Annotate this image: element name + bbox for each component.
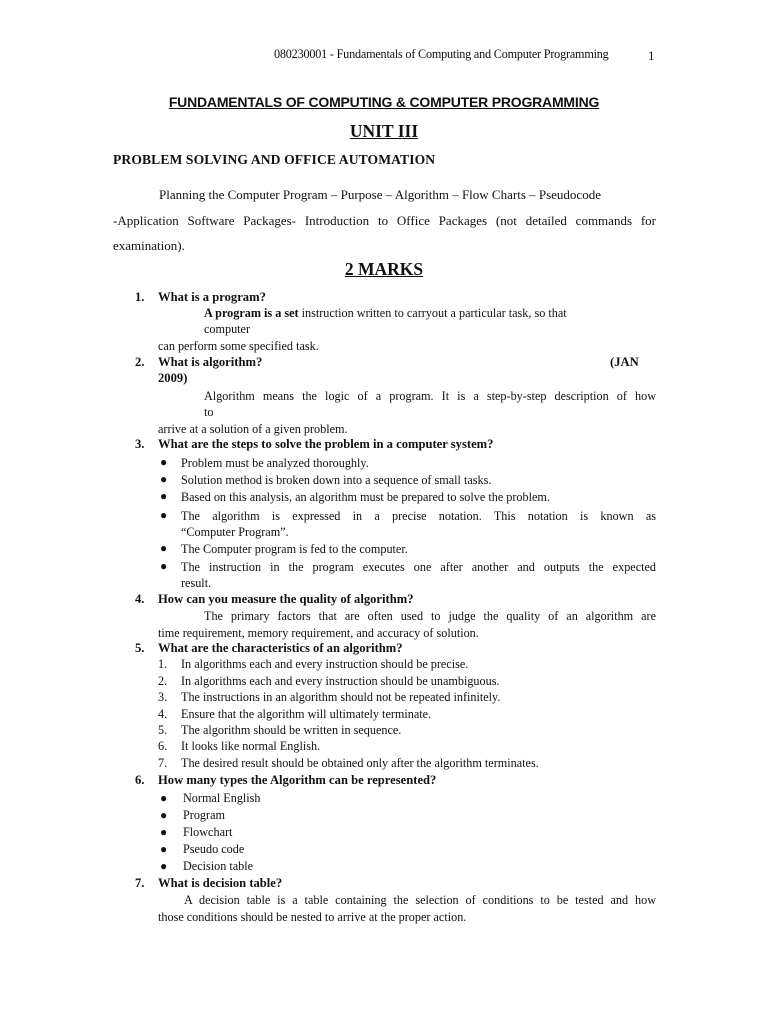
list-item: Pseudo code (183, 842, 245, 856)
item-number: 4. (158, 707, 168, 721)
intro-paragraph (113, 182, 656, 259)
bullet-icon: ● (160, 842, 168, 856)
unit-heading: UNIT III (349, 121, 419, 141)
item-number: 6. (158, 739, 168, 753)
list-item: Decision table (183, 859, 254, 873)
list-item: Based on this analysis, an algorithm must be prepared to solve the problem. (181, 490, 550, 504)
answer-bold-lead: A program is a set (204, 306, 299, 320)
list-item: In algorithms each and every instruction should be precise. (181, 657, 469, 671)
answer-line: to (204, 405, 214, 419)
question-text: What are the steps to solve the problem in a computer system? (158, 437, 494, 451)
list-item-continued: “Computer Program”. (181, 525, 289, 539)
intro-line-2: -Application Software Packages- Introduction to Office Packages (not detailed commands for (113, 212, 656, 228)
question-text: How can you measure the quality of algorithm? (158, 592, 414, 606)
question-number: 1. (135, 290, 145, 304)
section-title: PROBLEM SOLVING AND OFFICE AUTOMATION (113, 152, 436, 167)
question-text: What is a program? (158, 290, 266, 304)
bullet-icon: ● (160, 541, 168, 555)
running-header: 080230001 - Fundamentals of Computing and Computer Programming (274, 47, 609, 61)
list-item: In algorithms each and every instruction should be unambiguous. (181, 674, 500, 688)
answer-text: instruction written to carryout a particular task, so that (298, 306, 567, 320)
intro-line-1 (113, 182, 656, 208)
answer-line: those conditions should be nested to arrive at the proper action. (158, 910, 467, 924)
list-item: The algorithm is expressed in a precise notation. This notation is known as (181, 509, 656, 523)
item-number: 1. (158, 657, 168, 671)
question-number: 2. (135, 355, 145, 369)
item-number: 2. (158, 674, 168, 688)
marks-heading: 2 MARKS (344, 259, 424, 279)
question-number: 5. (135, 641, 145, 655)
answer-line: Algorithm means the logic of a program. It is a step-by-step description of how (204, 389, 656, 403)
list-item: The instructions in an algorithm should not be repeated infinitely. (181, 690, 501, 704)
question-text: What is algorithm? (158, 355, 263, 369)
bullet-icon: ● (160, 825, 168, 839)
question-number: 3. (135, 437, 145, 451)
item-number: 3. (158, 690, 168, 704)
list-item: Normal English (183, 791, 261, 805)
page-number: 1 (648, 48, 655, 63)
question-number: 6. (135, 773, 145, 787)
bullet-icon: ● (160, 559, 168, 573)
question-text: How many types the Algorithm can be represented? (158, 773, 437, 787)
answer-line (204, 305, 656, 322)
list-item: The desired result should be obtained only after the algorithm terminates. (181, 756, 539, 770)
list-item: Program (183, 808, 225, 822)
list-item: It looks like normal English. (181, 739, 321, 753)
intro-line-3: examination). (113, 238, 185, 254)
question-number: 4. (135, 592, 145, 606)
bullet-icon: ● (160, 791, 168, 805)
answer-line: computer (204, 322, 251, 336)
exam-tag: (JAN (610, 355, 639, 369)
answer-line: A decision table is a table containing the selection of conditions to be tested and how (184, 893, 656, 907)
answer-line: The primary factors that are often used to judge the quality of an algorithm are (204, 609, 656, 623)
list-item: Problem must be analyzed thoroughly. (181, 456, 369, 470)
list-item: The instruction in the program executes one after another and outputs the expected (181, 560, 656, 574)
question-number: 7. (135, 876, 145, 890)
answer-line: arrive at a solution of a given problem. (158, 422, 348, 436)
bullet-icon: ● (160, 859, 168, 873)
item-number: 7. (158, 756, 168, 770)
bullet-icon: ● (160, 808, 168, 822)
answer-line: can perform some specified task. (158, 339, 319, 353)
bullet-icon: ● (160, 455, 168, 469)
exam-tag: 2009) (158, 371, 188, 385)
list-item: The Computer program is fed to the computer. (181, 542, 408, 556)
bullet-icon: ● (160, 508, 168, 522)
list-item: Ensure that the algorithm will ultimately terminate. (181, 707, 432, 721)
question-text: What is decision table? (158, 876, 283, 890)
item-number: 5. (158, 723, 168, 737)
list-item-continued: result. (181, 576, 212, 590)
list-item: Solution method is broken down into a sequence of small tasks. (181, 473, 492, 487)
document-title: FUNDAMENTALS OF COMPUTING & COMPUTER PROGRAMMING (168, 94, 600, 110)
question-text: What are the characteristics of an algorithm? (158, 641, 403, 655)
intro-line-1-text: Planning the Computer Program – Purpose – Algorithm – Flow Charts – Pseudocode (159, 187, 601, 202)
bullet-icon: ● (160, 489, 168, 503)
list-item: Flowchart (183, 825, 233, 839)
answer-line: time requirement, memory requirement, and accuracy of solution. (158, 626, 479, 640)
list-item: The algorithm should be written in sequence. (181, 723, 402, 737)
bullet-icon: ● (160, 472, 168, 486)
